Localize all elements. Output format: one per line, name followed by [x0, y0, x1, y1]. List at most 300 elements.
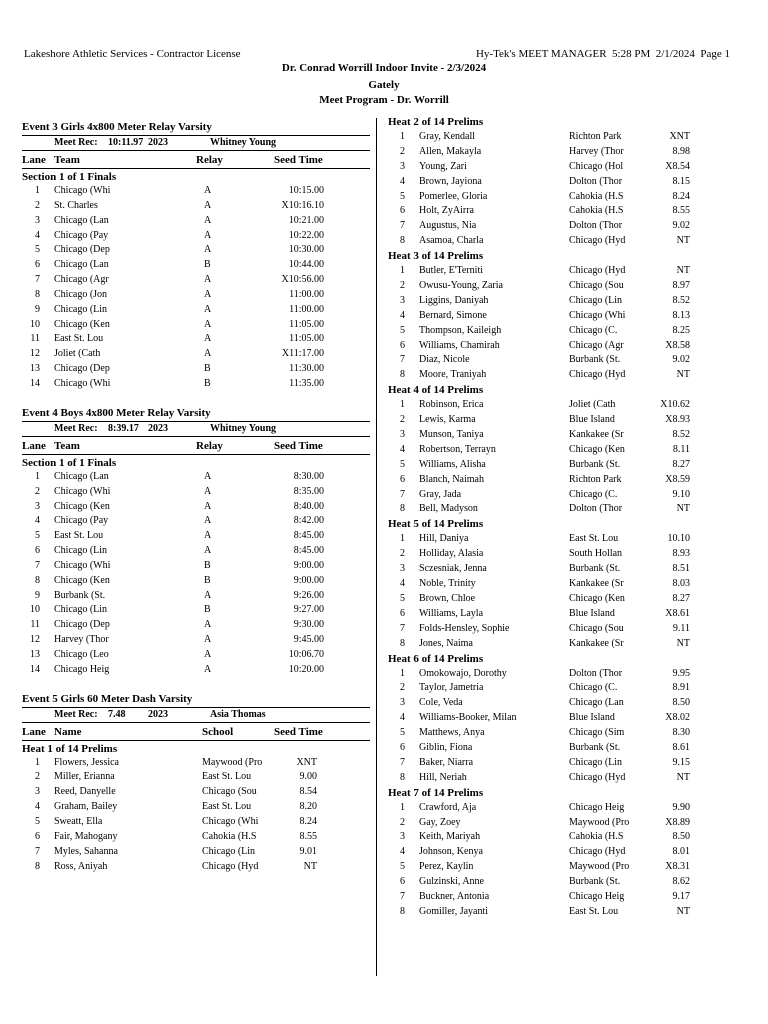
athlete-name: Holt, ZyAirra: [419, 205, 474, 217]
seed-time: X10.62: [660, 399, 690, 411]
athlete-name: Robertson, Terrayn: [419, 443, 496, 455]
school-name: Chicago Heig: [569, 890, 625, 902]
heat-6: [388, 652, 694, 786]
seed-time: NT: [676, 265, 690, 277]
relay-letter: A: [204, 663, 212, 675]
seed-time: 8.50: [672, 697, 690, 709]
relay-letter: B: [204, 363, 211, 375]
lane-number: 10: [30, 604, 40, 616]
section-title: Section 1 of 1 Finals: [22, 171, 117, 183]
relay-letter: A: [204, 485, 212, 497]
team-name: Chicago (Pay: [54, 229, 109, 241]
athlete-name: Gomiller, Jayanti: [419, 905, 489, 917]
athlete-name: Fair, Mahogany: [54, 830, 118, 842]
table-row: [388, 443, 694, 458]
col-lane: Lane: [22, 439, 46, 452]
athlete-name: Brown, Chloe: [419, 592, 476, 604]
team-name: Chicago Heig: [54, 663, 110, 675]
seed-time: X10:56.00: [281, 274, 324, 286]
table-row: [388, 592, 694, 607]
table-row: [22, 756, 370, 771]
table-row: [388, 875, 694, 890]
lane-number: 4: [400, 712, 405, 724]
seed-time: NT: [676, 235, 690, 247]
team-name: Chicago (Whi: [54, 377, 111, 389]
lane-number: 3: [35, 500, 40, 512]
seed-time: 8.30: [672, 727, 690, 739]
lane-number: 4: [400, 443, 405, 455]
lane-number: 7: [35, 274, 40, 286]
seed-time: 9.02: [672, 220, 690, 232]
table-row: [22, 243, 370, 258]
lane-number: 2: [400, 145, 405, 157]
lane-number: 4: [35, 801, 40, 813]
table-row: [388, 771, 694, 786]
athlete-name: Giblin, Fiona: [419, 741, 473, 753]
seed-time: 9.00: [299, 771, 317, 783]
school-name: Chicago (Hyd: [202, 860, 259, 872]
relay-letter: A: [204, 589, 212, 601]
table-row: [388, 264, 694, 279]
school-name: Maywood (Pro: [202, 756, 263, 768]
table-row: [388, 816, 694, 831]
column-headers: [22, 437, 370, 454]
athlete-name: Omokowajo, Dorothy: [419, 667, 507, 679]
team-name: Chicago (Dep: [54, 619, 110, 631]
table-row: [388, 547, 694, 562]
athlete-name: Munson, Taniya: [419, 429, 484, 441]
col-seed: Seed Time: [274, 439, 323, 452]
athlete-name: Buckner, Antonia: [419, 890, 490, 902]
table-row: [22, 845, 370, 860]
seed-time: 8.91: [672, 682, 690, 694]
lane-number: 5: [400, 324, 405, 336]
relay-letter: A: [204, 288, 212, 300]
school-name: Chicago (Hyd: [569, 369, 626, 381]
athlete-name: Keith, Mariyah: [419, 831, 481, 843]
athlete-name: Allen, Makayla: [419, 145, 482, 157]
lane-number: 2: [400, 548, 405, 560]
meet-title: Dr. Conrad Worrill Indoor Invite - 2/3/2024: [281, 62, 487, 74]
table-row: [388, 890, 694, 905]
lane-number: 6: [400, 607, 405, 619]
seed-time: 8:42.00: [293, 515, 324, 527]
seed-time: X8.58: [665, 339, 690, 351]
seed-time: 9.11: [672, 622, 690, 634]
lane-number: 1: [400, 399, 405, 411]
school-name: Cahokia (H.S: [569, 190, 624, 202]
seed-time: X8.93: [665, 414, 690, 426]
school-name: Harvey (Thor: [569, 145, 624, 157]
athlete-name: Robinson, Erica: [419, 399, 484, 411]
lane-number: 4: [35, 515, 40, 527]
seed-time: 10:15.00: [288, 185, 324, 196]
lane-number: 6: [400, 741, 405, 753]
heat-title: Heat 1 of 14 Prelims: [22, 742, 118, 755]
lane-number: 5: [400, 190, 405, 202]
event-title: Event 3 Girls 4x800 Meter Relay Varsity: [22, 121, 212, 133]
school-name: Cahokia (H.S: [569, 205, 624, 217]
lane-number: 5: [35, 816, 40, 827]
athlete-name: Williams, Chamirah: [419, 339, 500, 351]
col-relay: Relay: [196, 154, 223, 166]
athlete-name: Bell, Madyson: [419, 503, 478, 515]
seed-time: 8.54: [299, 786, 317, 798]
athlete-name: Crawford, Aja: [419, 801, 477, 813]
relay-letter: B: [204, 604, 211, 616]
event-4: [22, 406, 370, 678]
lane-number: 4: [400, 309, 405, 321]
table-row: [22, 618, 370, 633]
section-title: Section 1 of 1 Finals: [22, 456, 117, 469]
table-row: [388, 130, 694, 145]
seed-time: 9.01: [299, 845, 317, 857]
seed-time: 8.55: [299, 830, 317, 842]
school-name: Chicago (Hyd: [569, 235, 626, 247]
school-name: Joliet (Cath: [569, 399, 616, 411]
athlete-name: Gray, Jada: [419, 488, 462, 500]
seed-time: XNT: [296, 756, 317, 768]
heat-7: [388, 786, 694, 920]
table-row: [22, 347, 370, 362]
seed-time: X8.02: [665, 712, 690, 724]
school-name: Chicago (Ken: [569, 592, 625, 604]
seed-time: 9.17: [672, 890, 690, 902]
table-row: [22, 603, 370, 618]
seed-time: NT: [676, 503, 690, 515]
relay-letter: A: [204, 648, 212, 660]
table-row: [22, 770, 370, 785]
athlete-name: Johnson, Kenya: [419, 846, 483, 858]
lane-number: 2: [400, 280, 405, 292]
lane-number: 1: [35, 756, 40, 768]
seed-time: XNT: [669, 131, 690, 142]
table-row: [22, 830, 370, 845]
record-year: 2023: [148, 137, 168, 148]
table-row: [388, 741, 694, 756]
table-row: [388, 711, 694, 726]
team-name: Chicago (Dep: [54, 244, 110, 256]
col-relay: Relay: [196, 439, 223, 452]
relay-letter: A: [204, 619, 212, 631]
table-row: [388, 801, 694, 816]
table-row: [388, 324, 694, 339]
school-name: Kankakee (Sr: [569, 637, 624, 649]
seed-time: NT: [676, 905, 690, 917]
right-column: [388, 115, 694, 920]
event-5: [22, 692, 370, 875]
seed-time: 8:40.00: [293, 500, 324, 512]
relay-letter: A: [204, 515, 212, 527]
athlete-name: Moore, Traniyah: [419, 369, 487, 381]
table-row: [22, 544, 370, 559]
school-name: Cahokia (H.S: [202, 830, 257, 842]
table-row: [388, 160, 694, 175]
relay-letter: B: [204, 259, 211, 271]
table-row: [388, 234, 694, 249]
seed-time: NT: [676, 637, 690, 649]
record-year: 2023: [148, 422, 168, 434]
heat-2: [388, 115, 694, 249]
athlete-name: Perez, Kaylin: [419, 861, 474, 873]
lane-number: 1: [35, 470, 40, 482]
lane-number: 3: [35, 786, 40, 798]
table-row: [22, 470, 370, 485]
seed-time: 9:30.00: [293, 619, 324, 631]
lane-number: 8: [400, 503, 405, 515]
school-name: Chicago (Lin: [569, 756, 623, 768]
athlete-name: Butler, E'Terniti: [419, 265, 484, 277]
team-name: Burbank (St.: [54, 589, 106, 601]
lane-number: 3: [400, 429, 405, 441]
table-row: [388, 860, 694, 875]
lane-number: 7: [35, 845, 40, 857]
athlete-name: Baker, Niarra: [419, 756, 474, 768]
team-name: Chicago (Agr: [54, 274, 109, 286]
col-team: Team: [54, 439, 80, 452]
lane-number: 1: [400, 131, 405, 142]
school-name: Richton Park: [569, 131, 622, 142]
lane-number: 1: [400, 265, 405, 277]
meet-record: [22, 708, 370, 722]
col-team: Team: [54, 154, 80, 166]
column-headers: [22, 723, 370, 740]
athlete-name: Taylor, Jametria: [419, 682, 484, 694]
lane-number: 2: [400, 414, 405, 426]
relay-letter: A: [204, 500, 212, 512]
seed-time: 9.15: [672, 756, 690, 768]
school-name: Maywood (Pro: [569, 861, 630, 873]
seed-time: 10.10: [667, 533, 690, 545]
meet-record: [22, 422, 370, 436]
lane-number: 5: [400, 458, 405, 470]
table-row: [388, 145, 694, 160]
table-row: [22, 303, 370, 318]
seed-time: 8:30.00: [293, 470, 324, 482]
team-name: Chicago (Dep: [54, 363, 110, 375]
seed-time: 11:00.00: [289, 303, 324, 315]
venue-title: Gately: [368, 79, 400, 91]
event-3: [22, 120, 370, 392]
col-lane: Lane: [22, 725, 46, 738]
table-row: [388, 622, 694, 637]
lane-number: 6: [35, 545, 40, 557]
school-name: Chicago (Lin: [202, 845, 256, 857]
school-name: East St. Lou: [569, 905, 619, 917]
seed-time: X8.54: [665, 160, 690, 172]
table-row: [388, 532, 694, 547]
school-name: Chicago (Hyd: [569, 265, 626, 277]
lane-number: 2: [35, 771, 40, 783]
school-name: Burbank (St.: [569, 563, 621, 575]
athlete-name: Flowers, Jessica: [54, 756, 119, 768]
heat-title: Heat 7 of 14 Prelims: [388, 786, 484, 799]
lane-number: 5: [35, 530, 40, 542]
seed-time: 9.02: [672, 354, 690, 366]
record-holder: Whitney Young: [210, 422, 277, 434]
athlete-name: Sczesniak, Jenna: [419, 563, 487, 575]
seed-time: 10:20.00: [288, 663, 324, 675]
athlete-name: Miller, Erianna: [54, 771, 115, 783]
school-name: South Hollan: [569, 548, 623, 560]
table-row: [22, 184, 370, 199]
seed-time: 8.98: [672, 145, 690, 157]
lane-number: 14: [30, 663, 40, 675]
record-year: 2023: [148, 708, 168, 720]
seed-time: X8.89: [665, 816, 690, 828]
seed-time: 9.90: [672, 801, 690, 813]
seed-time: 8.97: [672, 280, 690, 292]
table-row: [388, 577, 694, 592]
table-row: [388, 830, 694, 845]
seed-time: 11:30.00: [289, 363, 324, 375]
athlete-name: Thompson, Kaileigh: [419, 324, 502, 336]
table-row: [388, 279, 694, 294]
lane-number: 7: [400, 220, 405, 232]
lane-number: 8: [400, 637, 405, 649]
relay-letter: A: [204, 333, 212, 345]
lane-number: 6: [400, 473, 405, 485]
lane-number: 5: [400, 592, 405, 604]
table-row: [22, 514, 370, 529]
table-row: [388, 175, 694, 190]
athlete-name: Graham, Bailey: [54, 801, 118, 813]
lane-number: 9: [35, 589, 40, 601]
school-name: East St. Lou: [202, 771, 252, 783]
lane-number: 5: [35, 244, 40, 256]
lane-number: 9: [35, 303, 40, 315]
lane-number: 8: [35, 860, 40, 872]
school-name: Chicago (Hyd: [569, 771, 626, 783]
lane-number: 1: [400, 801, 405, 813]
record-holder: Whitney Young: [210, 137, 277, 148]
lane-number: 7: [400, 622, 405, 634]
lane-number: 4: [35, 229, 40, 241]
seed-time: 10:06.70: [288, 648, 324, 660]
seed-time: 11:05.00: [289, 333, 324, 345]
school-name: Chicago (Sou: [569, 280, 624, 292]
athlete-name: Ross, Aniyah: [54, 860, 108, 872]
seed-time: 8.52: [672, 294, 690, 306]
relay-letter: B: [204, 559, 211, 571]
table-row: [388, 204, 694, 219]
lane-number: 2: [35, 485, 40, 497]
athlete-name: Gray, Kendall: [419, 131, 475, 142]
lane-number: 11: [30, 619, 40, 631]
school-name: Chicago (Hyd: [569, 846, 626, 858]
school-name: Chicago (Lin: [569, 294, 623, 306]
table-row: [22, 500, 370, 515]
lane-number: 1: [400, 533, 405, 545]
lane-number: 5: [400, 727, 405, 739]
seed-time: 9.95: [672, 667, 690, 679]
school-name: Dolton (Thor: [569, 175, 623, 187]
seed-time: X10:16.10: [281, 199, 324, 211]
event-title: Event 4 Boys 4x800 Meter Relay Varsity: [22, 406, 211, 419]
table-row: [388, 428, 694, 443]
heat-4: [388, 383, 694, 517]
seed-time: 8.27: [672, 592, 690, 604]
seed-time: 9:00.00: [293, 559, 324, 571]
seed-time: 8.55: [672, 205, 690, 217]
table-row: [388, 473, 694, 488]
athlete-name: Pomerlee, Gloria: [419, 190, 488, 202]
relay-letter: A: [204, 185, 212, 196]
table-row: [388, 219, 694, 234]
table-row: [22, 318, 370, 333]
lane-number: 4: [400, 175, 405, 187]
seed-time: 10:21.00: [288, 214, 324, 226]
school-name: Chicago (C.: [569, 488, 618, 500]
seed-time: 8.24: [672, 190, 690, 202]
seed-time: X8.31: [665, 861, 690, 873]
seed-time: NT: [303, 860, 317, 872]
relay-letter: A: [204, 348, 212, 360]
record-label: Meet Rec:: [54, 137, 98, 148]
table-row: [22, 860, 370, 875]
team-name: Chicago (Leo: [54, 648, 109, 660]
table-row: [388, 488, 694, 503]
athlete-name: Matthews, Anya: [419, 727, 485, 739]
seed-time: 8.52: [672, 429, 690, 441]
team-name: Chicago (Lin: [54, 604, 108, 616]
table-row: [388, 309, 694, 324]
lane-number: 6: [400, 339, 405, 351]
table-row: [22, 648, 370, 663]
heat-title: Heat 5 of 14 Prelims: [388, 518, 484, 531]
col-lane: Lane: [22, 154, 46, 166]
seed-time: 9:26.00: [293, 589, 324, 601]
record-label: Meet Rec:: [54, 708, 98, 720]
lane-number: 14: [30, 377, 40, 389]
relay-letter: A: [204, 229, 212, 241]
athlete-name: Diaz, Nicole: [419, 354, 470, 366]
seed-time: 8:45.00: [293, 530, 324, 542]
table-row: [388, 756, 694, 771]
athlete-name: Brown, Jayiona: [419, 175, 482, 187]
lane-number: 8: [35, 574, 40, 586]
seed-time: 8.01: [672, 846, 690, 858]
seed-time: 8:35.00: [293, 485, 324, 497]
school-name: Chicago (Sou: [202, 786, 257, 798]
lane-number: 6: [35, 830, 40, 842]
school-name: Richton Park: [569, 473, 622, 485]
record-mark: 7.48: [108, 708, 126, 720]
athlete-name: Folds-Hensley, Sophie: [419, 622, 510, 634]
athlete-name: Williams, Layla: [419, 607, 484, 619]
seed-time: NT: [676, 369, 690, 381]
record-mark: 8:39.17: [108, 422, 139, 434]
lane-number: 6: [400, 205, 405, 217]
table-row: [22, 332, 370, 347]
table-row: [22, 214, 370, 229]
lane-number: 10: [30, 318, 40, 330]
table-row: [22, 589, 370, 604]
athlete-name: Blanch, Naimah: [419, 473, 484, 485]
lane-number: 8: [400, 905, 405, 917]
lane-number: 12: [30, 634, 40, 646]
school-name: Burbank (St.: [569, 354, 621, 366]
school-name: Chicago (Lan: [569, 697, 624, 709]
lane-number: 2: [400, 682, 405, 694]
relay-letter: A: [204, 470, 212, 482]
school-name: Blue Island: [569, 712, 615, 724]
lane-number: 2: [400, 816, 405, 828]
school-name: Kankakee (Sr: [569, 429, 624, 441]
table-row: [388, 398, 694, 413]
athlete-name: Noble, Trinity: [419, 578, 476, 590]
athlete-name: Gulzinski, Anne: [419, 876, 484, 888]
